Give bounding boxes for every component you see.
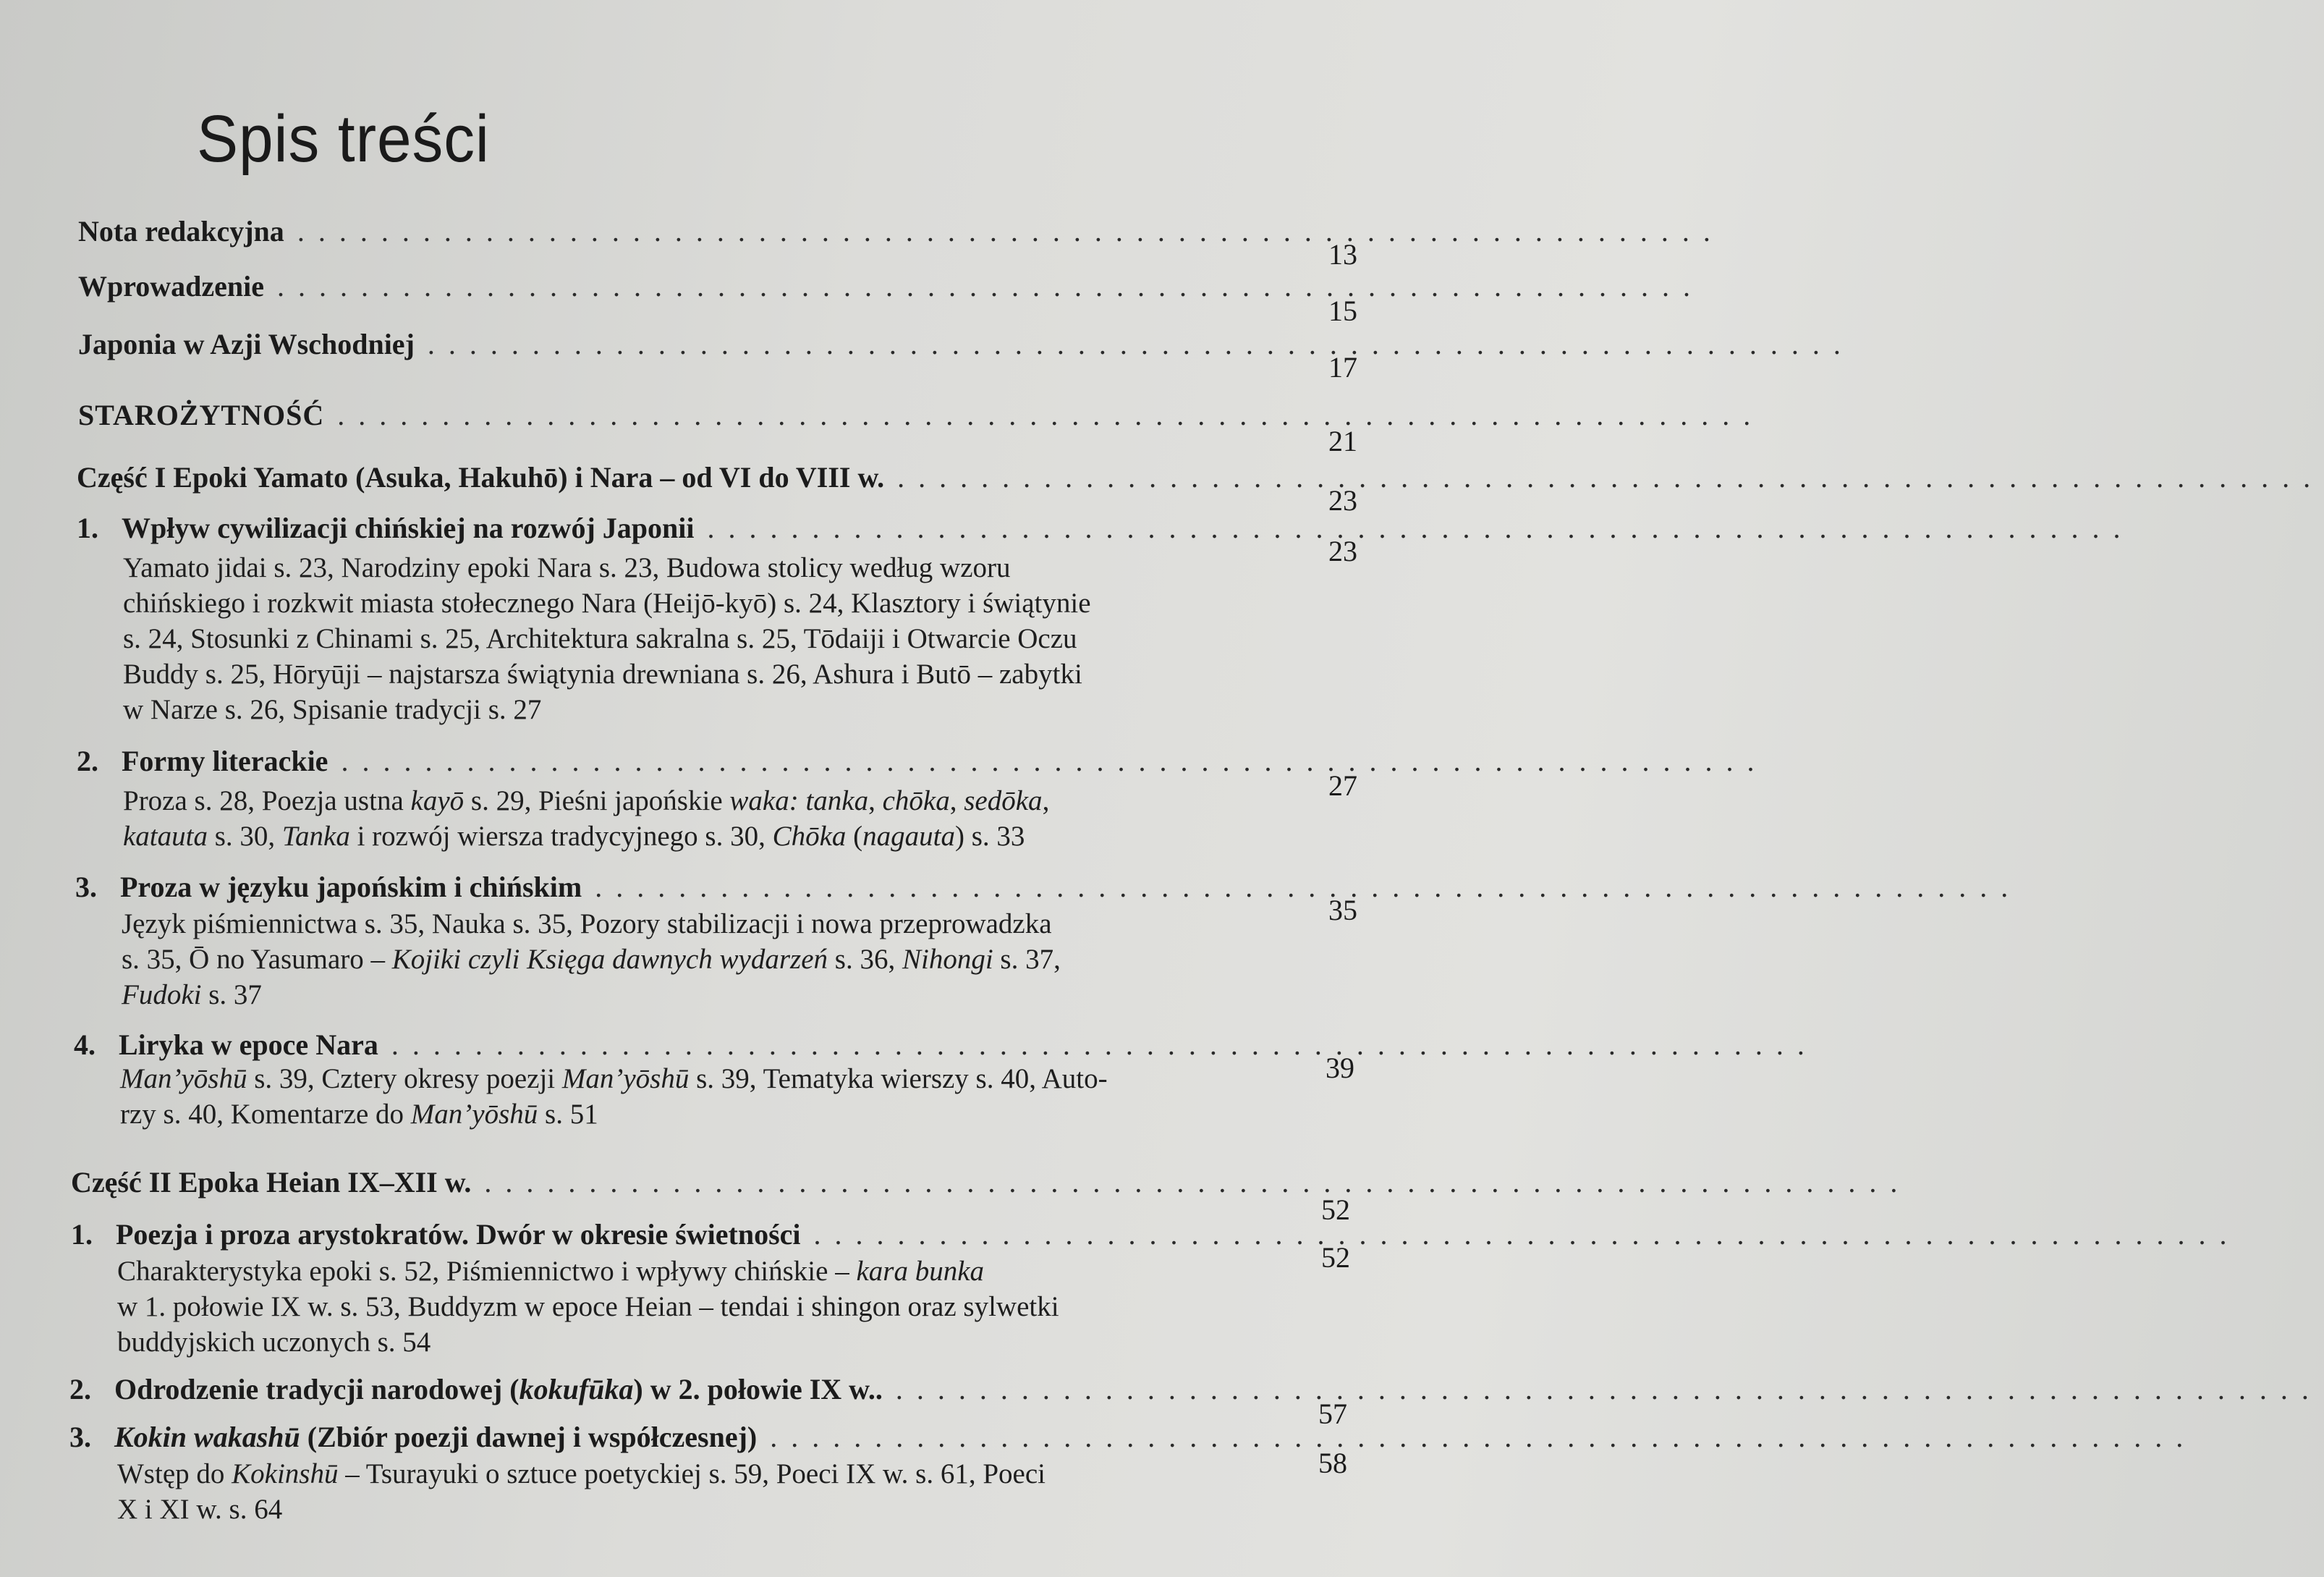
toc-page-number: 21 (1328, 425, 1357, 457)
subtopic-italic: sedōka (964, 785, 1043, 816)
subtopic-line: chińskiego i rozkwit miasta stołecznego Nara (Heijō-kyō) s. 24, Klasztory i świątynie (123, 588, 1091, 619)
toc-chapter-1-2[interactable] (77, 744, 1768, 778)
toc-entry-wprowadzenie[interactable] (78, 269, 1705, 303)
chapter-subtopics (123, 550, 1252, 727)
subtopic-text: Charakterystyka epoki s. 52, Piśmiennictwo i wpływy chińskie – (117, 1256, 857, 1287)
toc-page-number: 27 (1328, 769, 1357, 802)
subtopic-line (120, 1061, 1234, 1096)
chapter-label-text: (Zbiór poezji dawnej i współczesnej) (300, 1421, 758, 1453)
subtopic-text: Wstęp do (117, 1458, 232, 1489)
leader-dots: .................................................................... (297, 215, 1724, 248)
subtopic-line: s. 24, Stosunki z Chinami s. 25, Architektura sakralna s. 25, Tōdaiji i Otwarcie Oczu (123, 623, 1077, 654)
subtopic-italic: chōka (882, 785, 950, 816)
toc-part-2[interactable] (71, 1165, 1912, 1199)
toc-chapter-1-3[interactable] (75, 870, 2022, 904)
leader-dots: .................................................................... (391, 1028, 1818, 1061)
toc-page-number: 52 (1321, 1241, 1350, 1274)
subtopic-italic: Man’yōshū (120, 1063, 247, 1094)
chapter-number: 4. (74, 1028, 96, 1061)
subtopic-text: s. 37, (993, 944, 1061, 975)
subtopic-text: s. 35, Ō no Yasumaro – (122, 944, 392, 975)
subtopic-italic: nagauta (862, 821, 956, 852)
subtopic-line (123, 783, 1243, 819)
leader-dots: .................................................................... (770, 1421, 2197, 1453)
subtopic-italic: katauta (123, 821, 208, 852)
toc-entry-label: Nota redakcyjna (78, 215, 284, 248)
subtopic-italic: Nihongi (902, 944, 993, 975)
chapter-label: Wpływ cywilizacji chińskiej na rozwój Japonii (122, 512, 695, 544)
subtopic-text: rzy s. 40, Komentarze do (120, 1099, 411, 1130)
subtopic-italic: waka (729, 785, 789, 816)
toc-page-number: 17 (1328, 351, 1357, 384)
subtopic-text: , (1042, 785, 1050, 816)
subtopic-line: X i XI w. s. 64 (117, 1494, 283, 1525)
subtopic-text: ( (846, 821, 863, 852)
toc-page-number: 58 (1318, 1447, 1347, 1479)
chapter-label-italic: Kokin wakashū (114, 1421, 300, 1453)
toc-entry-label: Wprowadzenie (78, 270, 265, 303)
subtopic-italic: tanka (805, 785, 869, 816)
toc-page-number: 39 (1326, 1052, 1354, 1084)
leader-dots: .................................................................... (897, 461, 2324, 494)
toc-chapter-1-4[interactable] (74, 1028, 1818, 1062)
toc-chapter-2-2[interactable] (69, 1372, 2323, 1406)
subtopic-italic: Chōka (772, 821, 847, 852)
leader-dots: .................................................................... (707, 512, 2134, 544)
subtopic-italic: Fudoki (122, 979, 202, 1010)
toc-part-1[interactable] (77, 460, 2324, 494)
subtopic-line (120, 1096, 1234, 1132)
chapter-subtopics (122, 906, 1239, 1012)
subtopic-line (117, 1456, 1218, 1492)
toc-page-number: 13 (1328, 238, 1357, 271)
subtopic-text: , (949, 785, 964, 816)
subtopic-text: – Tsurayuki o sztuce poetyckiej s. 59, Poeci IX w. s. 61, Poeci (338, 1458, 1046, 1489)
leader-dots: .................................................................... (895, 1373, 2323, 1405)
subtopic-line (117, 1253, 1224, 1289)
subtopic-text: s. 51 (538, 1099, 598, 1130)
chapter-subtopics (120, 1061, 1234, 1132)
chapter-number: 3. (75, 871, 97, 903)
subtopic-line (122, 942, 1239, 977)
leader-dots: .................................................................... (595, 871, 2022, 903)
toc-page-number: 23 (1328, 484, 1357, 517)
subtopic-italic: kara bunka (856, 1256, 985, 1287)
subtopic-line: Yamato jidai s. 23, Narodziny epoki Nara s. 23, Budowa stolicy według wzoru (123, 552, 1011, 583)
chapter-label: Liryka w epoce Nara (119, 1028, 378, 1061)
leader-dots: .................................................................... (484, 1166, 1912, 1198)
toc-page-number: 15 (1328, 295, 1357, 327)
subtopic-italic: Tanka (281, 821, 350, 852)
toc-page-number: 35 (1328, 894, 1357, 926)
subtopic-text: ) s. 33 (955, 821, 1025, 852)
chapter-label-italic: kokufūka (519, 1373, 634, 1405)
toc-page-number: 23 (1328, 535, 1357, 567)
subtopic-text: s. 29, Pieśni japońskie (464, 785, 730, 816)
subtopic-line: Buddy s. 25, Hōryūji – najstarsza świątynia drewniana s. 26, Ashura i Butō – zabytki (123, 659, 1082, 690)
chapter-number: 1. (71, 1218, 93, 1251)
subtopic-italic: Kokinshū (232, 1458, 339, 1489)
toc-page-number: 52 (1321, 1193, 1350, 1226)
subtopic-line: w Narze s. 26, Spisanie tradycji s. 27 (123, 694, 542, 725)
subtopic-text: s. 36, (828, 944, 902, 975)
chapter-number: 1. (77, 512, 98, 544)
toc-entry-starozytnosc[interactable] (78, 398, 1765, 432)
leader-dots: .................................................................... (277, 270, 1705, 303)
chapter-label: Proza w języku japońskim i chińskim (120, 871, 582, 903)
subtopic-text: i rozwój wiersza tradycyjnego s. 30, (349, 821, 773, 852)
subtopic-italic: kayō (410, 785, 465, 816)
subtopic-text: Proza s. 28, Poezja ustna (123, 785, 411, 816)
subtopic-italic: Kojiki czyli Księga dawnych wydarzeń (391, 944, 828, 975)
chapter-label (114, 1372, 883, 1406)
leader-dots: .................................................................... (337, 399, 1765, 431)
chapter-label-text: ) w 2. połowie IX w.. (633, 1373, 883, 1405)
chapter-subtopics (123, 783, 1243, 854)
chapter-number: 2. (77, 745, 98, 777)
subtopic-italic: Man’yōshū (561, 1063, 690, 1094)
subtopic-line (123, 819, 1243, 854)
subtopic-text: s. 39, Tematyka wierszy s. 40, Auto- (689, 1063, 1108, 1094)
toc-part-label: Część II Epoka Heian IX–XII w. (71, 1166, 472, 1198)
toc-entry-label: STAROŻYTNOŚĆ (78, 399, 325, 431)
toc-entry-japonia[interactable] (78, 327, 1854, 361)
chapter-label-text: Odrodzenie tradycji narodowej ( (114, 1373, 519, 1405)
chapter-label: Formy literackie (122, 745, 328, 777)
subtopic-text: s. 39, Cztery okresy poezji (247, 1063, 562, 1094)
chapter-number: 3. (69, 1421, 91, 1453)
chapter-subtopics (117, 1253, 1224, 1360)
subtopic-text: , (868, 785, 883, 816)
subtopic-italic: Man’yōshū (410, 1099, 538, 1130)
subtopic-line: w 1. połowie IX w. s. 53, Buddyzm w epoce Heian – tendai i shingon oraz sylwetki (117, 1291, 1059, 1322)
subtopic-line: buddyjskich uczonych s. 54 (117, 1327, 431, 1358)
leader-dots: .................................................................... (341, 745, 1768, 777)
toc-part-label: Część I Epoki Yamato (Asuka, Hakuhō) i Nara – od VI do VIII w. (77, 461, 885, 494)
chapter-number: 2. (69, 1373, 91, 1405)
subtopic-line: Język piśmiennictwa s. 35, Nauka s. 35, Pozory stabilizacji i nowa przeprowadzka (122, 908, 1052, 939)
toc-chapter-1-1[interactable] (77, 511, 2134, 545)
leader-dots: .................................................................... (813, 1218, 2241, 1251)
subtopic-italic: : (789, 785, 806, 816)
subtopic-text: s. 37 (201, 979, 262, 1010)
toc-chapter-2-1[interactable] (71, 1217, 2241, 1251)
leader-dots: .................................................................... (427, 328, 1854, 360)
toc-entry-label: Japonia w Azji Wschodniej (78, 328, 415, 360)
toc-page-number: 57 (1318, 1398, 1347, 1430)
subtopic-line (122, 977, 1239, 1012)
toc-chapter-2-3[interactable] (69, 1420, 2197, 1454)
chapter-label (114, 1420, 757, 1454)
page-title: Spis treści (197, 102, 490, 176)
chapter-label: Poezja i proza arystokratów. Dwór w okresie świetności (116, 1218, 801, 1251)
chapter-subtopics (117, 1456, 1218, 1527)
subtopic-text: s. 30, (207, 821, 282, 852)
toc-entry-nota[interactable] (78, 214, 1724, 248)
